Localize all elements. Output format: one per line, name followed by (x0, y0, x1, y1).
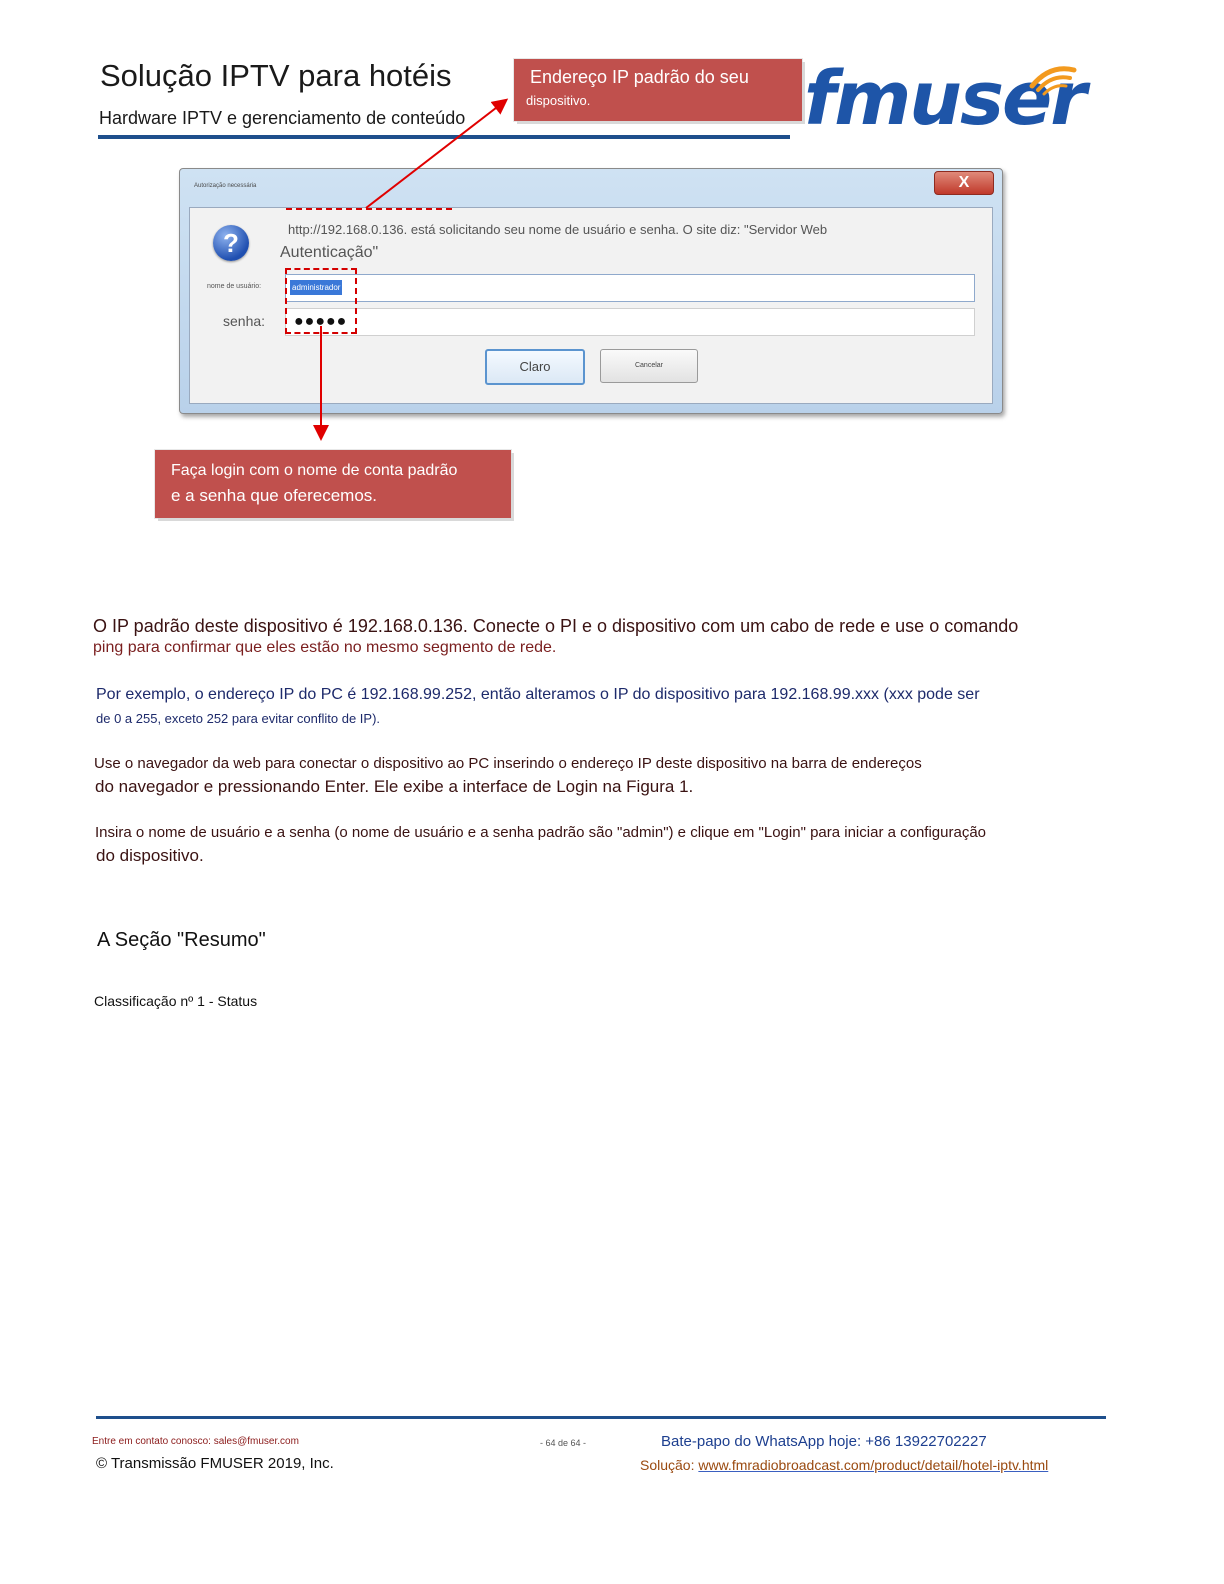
question-icon: ? (213, 225, 249, 261)
page-subtitle: Hardware IPTV e gerenciamento de conteúdo (99, 108, 466, 128)
username-value: administrador (290, 280, 342, 295)
callout-login-line2: e a senha que oferecemos. (171, 486, 378, 505)
section-subheading: Classificação nº 1 - Status (94, 993, 258, 1009)
callout-ip-line2: dispositivo. (526, 93, 591, 108)
username-label: nome de usuário: (207, 283, 262, 290)
ok-button[interactable]: Claro (485, 349, 585, 385)
paragraph-example: Por exemplo, o endereço IP do PC é 192.168.99.252, então alteramos o IP do dispositivo para 192.168.99.xxx (xxx pode ser (96, 686, 980, 703)
footer-contact: Entre em contato conosco: sales@fmuser.com (92, 1436, 299, 1447)
section-heading: A Seção "Resumo" (97, 929, 266, 951)
page-number: - 64 de 64 - (540, 1438, 587, 1448)
paragraph-default-ip: O IP padrão deste dispositivo é 192.168.0.136. Conecte o PI e o dispositivo com um cabo de rede e use o comando (93, 616, 1019, 636)
paragraph-browser-cont: do navegador e pressionando Enter. Ele exibe a interface de Login na Figura 1. (95, 777, 694, 796)
footer-solution-label: Solução: (640, 1457, 699, 1473)
paragraph-login: Insira o nome de usuário e a senha (o nome de usuário e a senha padrão são "admin") e clique em "Login" para iniciar a configuração (95, 824, 987, 841)
footer-divider (96, 1416, 1106, 1419)
logo-wordmark: fmuser (804, 56, 1085, 142)
callout-login-line1: Faça login com o nome de conta padrão (171, 462, 458, 479)
paragraph-browser: Use o navegador da web para conectar o dispositivo ao PC inserindo o endereço IP deste dispositivo na barra de endereços (94, 755, 922, 772)
close-button[interactable]: X (934, 171, 994, 195)
page-title: Solução IPTV para hotéis (100, 58, 452, 93)
footer-solution-link[interactable]: www.fmradiobroadcast.com/product/detail/hotel-iptv.html (698, 1457, 1049, 1473)
footer-solution (640, 1457, 1048, 1473)
password-value: ●●●●● (294, 313, 348, 330)
paragraph-example-cont: de 0 a 255, exceto 252 para evitar conflito de IP). (96, 711, 381, 726)
dialog-title: Autorização necessária (194, 183, 257, 189)
paragraph-default-ip-cont: ping para confirmar que eles estão no mesmo segmento de rede. (93, 639, 557, 656)
password-label: senha: (223, 313, 266, 329)
callout-login-instructions (155, 450, 511, 518)
callout-ip-line1: Endereço IP padrão do seu (530, 67, 749, 87)
footer-whatsapp: Bate-papo do WhatsApp hoje: +86 13922702227 (661, 1433, 987, 1450)
cancel-button[interactable]: Cancelar (600, 349, 698, 383)
footer-copyright: © Transmissão FMUSER 2019, Inc. (96, 1455, 334, 1472)
paragraph-login-cont: do dispositivo. (96, 846, 204, 865)
dialog-message: http://192.168.0.136. está solicitando seu nome de usuário e senha. O site diz: "Servidor Web (288, 222, 828, 237)
dialog-message-cont: Autenticação" (280, 244, 379, 261)
